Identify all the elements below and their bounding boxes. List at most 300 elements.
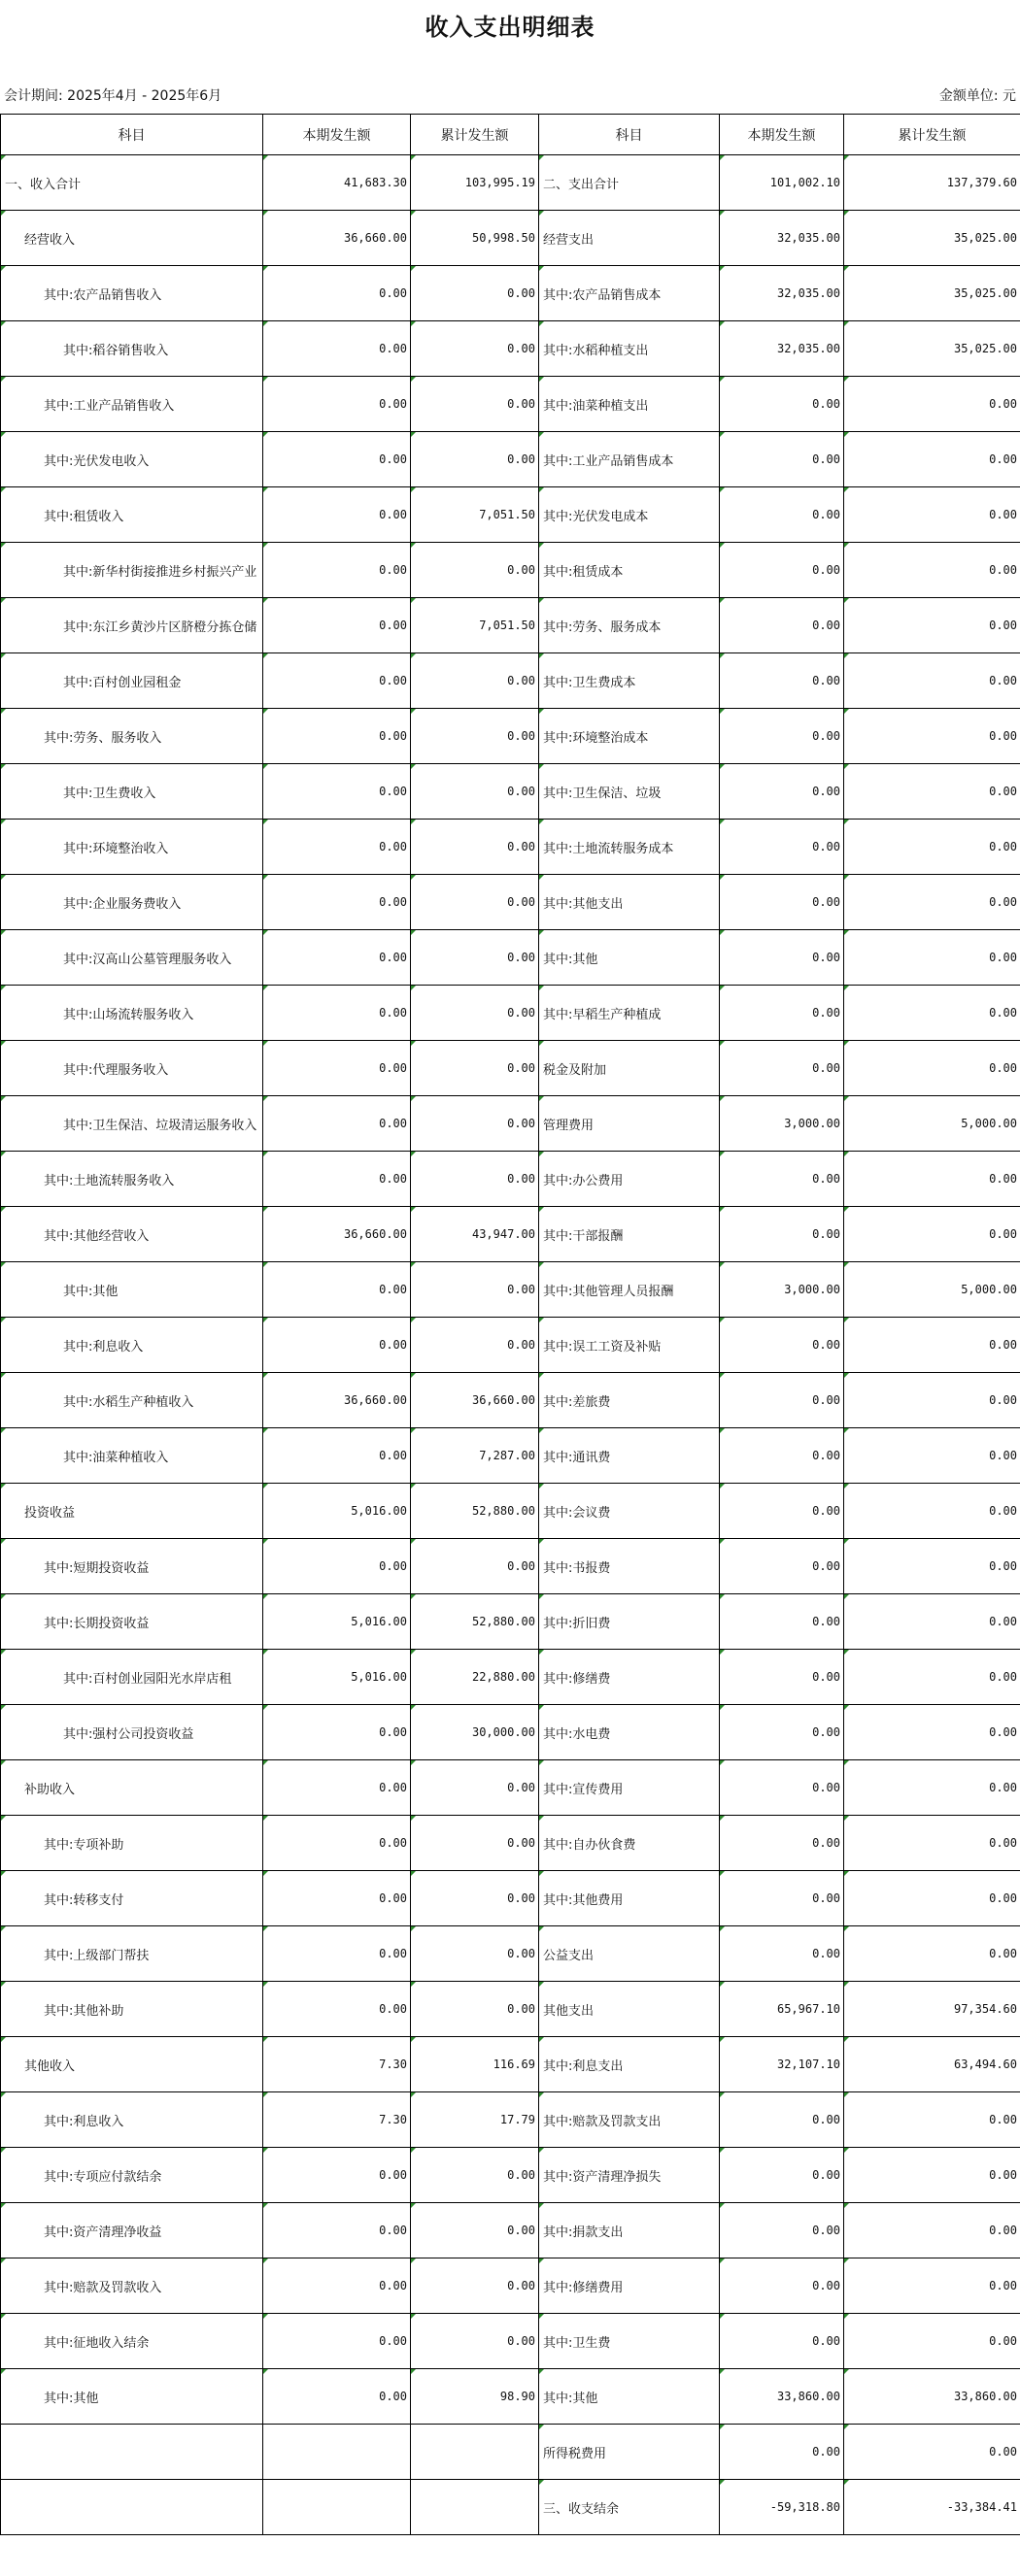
left-current-amount-cell: 41,683.30: [263, 155, 411, 211]
left-current-amount-cell: 0.00: [263, 820, 411, 875]
right-cumulative-amount-cell: 0.00: [844, 986, 1020, 1041]
table-row: [1, 2258, 1020, 2314]
right-cumulative-amount-cell: 0.00: [844, 1484, 1020, 1539]
left-subject-cell: 其中:强村公司投资收益: [1, 1705, 263, 1760]
right-cumulative-amount-cell: 0.00: [844, 543, 1020, 598]
right-current-amount-cell: 0.00: [720, 820, 844, 875]
table-row: [1, 2148, 1020, 2203]
right-cumulative-amount-cell: 0.00: [844, 653, 1020, 709]
table-row: [1, 2480, 1020, 2535]
left-cumulative-amount-cell: 22,880.00: [411, 1650, 539, 1705]
left-subject-cell: [1, 2480, 263, 2535]
right-current-amount-cell: 0.00: [720, 1428, 844, 1484]
right-current-amount-cell: 0.00: [720, 598, 844, 653]
right-subject-cell: 其中:差旅费: [539, 1373, 720, 1428]
right-subject-cell: 其中:资产清理净损失: [539, 2148, 720, 2203]
left-cumulative-amount-cell: 98.90: [411, 2369, 539, 2425]
left-subject-cell: 其中:卫生保洁、垃圾清运服务收入: [1, 1096, 263, 1152]
left-cumulative-amount-cell: 0.00: [411, 2258, 539, 2314]
right-subject-cell: 其中:其他支出: [539, 875, 720, 930]
right-cumulative-amount-cell: 0.00: [844, 2148, 1020, 2203]
left-subject-cell: 投资收益: [1, 1484, 263, 1539]
right-subject-cell: 其中:干部报酬: [539, 1207, 720, 1262]
table-row: [1, 2369, 1020, 2425]
table-row: [1, 1096, 1020, 1152]
right-cumulative-amount-cell: 0.00: [844, 2258, 1020, 2314]
right-current-amount-cell: 0.00: [720, 1594, 844, 1650]
right-current-amount-cell: 0.00: [720, 432, 844, 487]
left-current-amount-cell: 0.00: [263, 1096, 411, 1152]
table-row: [1, 764, 1020, 820]
right-current-amount-cell: 0.00: [720, 2258, 844, 2314]
left-current-amount-cell: 0.00: [263, 1816, 411, 1871]
table-row: [1, 487, 1020, 543]
table-row: [1, 2314, 1020, 2369]
right-subject-cell: 其中:卫生费: [539, 2314, 720, 2369]
right-cumulative-amount-cell: 0.00: [844, 1373, 1020, 1428]
left-cumulative-amount-cell: 0.00: [411, 321, 539, 377]
table-row: [1, 1705, 1020, 1760]
left-subject-cell: 其中:短期投资收益: [1, 1539, 263, 1594]
left-current-amount-cell: 0.00: [263, 653, 411, 709]
right-subject-cell: 其中:油菜种植支出: [539, 377, 720, 432]
right-cumulative-amount-cell: 0.00: [844, 1152, 1020, 1207]
right-current-amount-cell: 0.00: [720, 2148, 844, 2203]
left-cumulative-amount-cell: 0.00: [411, 653, 539, 709]
left-cumulative-amount-cell: 36,660.00: [411, 1373, 539, 1428]
table-row: [1, 1594, 1020, 1650]
left-cumulative-amount-cell: 0.00: [411, 2314, 539, 2369]
table-row: [1, 1484, 1020, 1539]
table-row: [1, 377, 1020, 432]
header-right-cumulative: 累计发生额: [844, 115, 1020, 155]
income-expense-table: [0, 114, 1020, 2535]
right-current-amount-cell: 32,035.00: [720, 321, 844, 377]
right-cumulative-amount-cell: 0.00: [844, 1539, 1020, 1594]
left-cumulative-amount-cell: 0.00: [411, 1539, 539, 1594]
right-cumulative-amount-cell: 0.00: [844, 875, 1020, 930]
right-current-amount-cell: 0.00: [720, 1871, 844, 1926]
table-row: [1, 2425, 1020, 2480]
right-current-amount-cell: 0.00: [720, 764, 844, 820]
left-current-amount-cell: 0.00: [263, 266, 411, 321]
left-subject-cell: 其中:上级部门帮扶: [1, 1926, 263, 1982]
right-subject-cell: 其中:水稻种植支出: [539, 321, 720, 377]
left-subject-cell: 其中:专项应付款结余: [1, 2148, 263, 2203]
left-cumulative-amount-cell: 0.00: [411, 764, 539, 820]
left-cumulative-amount-cell: 0.00: [411, 1760, 539, 1816]
left-subject-cell: 其中:代理服务收入: [1, 1041, 263, 1096]
left-cumulative-amount-cell: 0.00: [411, 266, 539, 321]
right-subject-cell: 其中:劳务、服务成本: [539, 598, 720, 653]
right-cumulative-amount-cell: 35,025.00: [844, 211, 1020, 266]
left-cumulative-amount-cell: 50,998.50: [411, 211, 539, 266]
left-cumulative-amount-cell: [411, 2480, 539, 2535]
right-cumulative-amount-cell: 137,379.60: [844, 155, 1020, 211]
header-left-cumulative: 累计发生额: [411, 115, 539, 155]
left-current-amount-cell: 0.00: [263, 1318, 411, 1373]
left-current-amount-cell: 5,016.00: [263, 1484, 411, 1539]
right-cumulative-amount-cell: 0.00: [844, 1428, 1020, 1484]
right-current-amount-cell: 0.00: [720, 2092, 844, 2148]
table-row: [1, 1926, 1020, 1982]
left-current-amount-cell: 0.00: [263, 377, 411, 432]
left-cumulative-amount-cell: 0.00: [411, 1041, 539, 1096]
table-row: [1, 1871, 1020, 1926]
right-cumulative-amount-cell: 97,354.60: [844, 1982, 1020, 2037]
right-cumulative-amount-cell: 0.00: [844, 1318, 1020, 1373]
left-cumulative-amount-cell: 17.79: [411, 2092, 539, 2148]
table-row: [1, 321, 1020, 377]
left-subject-cell: 其他收入: [1, 2037, 263, 2092]
right-current-amount-cell: 0.00: [720, 986, 844, 1041]
left-cumulative-amount-cell: 43,947.00: [411, 1207, 539, 1262]
right-current-amount-cell: 0.00: [720, 1484, 844, 1539]
table-row: [1, 709, 1020, 764]
left-subject-cell: 其中:利息收入: [1, 2092, 263, 2148]
left-current-amount-cell: 0.00: [263, 432, 411, 487]
currency-unit: 金额单位: 元: [938, 88, 1016, 104]
right-current-amount-cell: 101,002.10: [720, 155, 844, 211]
right-subject-cell: 其中:水电费: [539, 1705, 720, 1760]
left-cumulative-amount-cell: 0.00: [411, 377, 539, 432]
table-row: [1, 986, 1020, 1041]
right-subject-cell: 其中:会议费: [539, 1484, 720, 1539]
right-cumulative-amount-cell: 0.00: [844, 1650, 1020, 1705]
right-subject-cell: 税金及附加: [539, 1041, 720, 1096]
right-cumulative-amount-cell: 0.00: [844, 764, 1020, 820]
left-subject-cell: 其中:东江乡黄沙片区脐橙分拣仓储: [1, 598, 263, 653]
left-current-amount-cell: 0.00: [263, 1262, 411, 1318]
right-current-amount-cell: 0.00: [720, 543, 844, 598]
table-row: [1, 432, 1020, 487]
right-subject-cell: 经营支出: [539, 211, 720, 266]
left-cumulative-amount-cell: 0.00: [411, 709, 539, 764]
left-subject-cell: 其中:水稻生产种植收入: [1, 1373, 263, 1428]
left-subject-cell: 其中:百村创业园阳光水岸店租: [1, 1650, 263, 1705]
header-left-subject: 科目: [1, 115, 263, 155]
table-row: [1, 1539, 1020, 1594]
right-cumulative-amount-cell: 0.00: [844, 487, 1020, 543]
right-subject-cell: 其中:卫生保洁、垃圾: [539, 764, 720, 820]
right-subject-cell: 其中:卫生费成本: [539, 653, 720, 709]
right-cumulative-amount-cell: 63,494.60: [844, 2037, 1020, 2092]
right-cumulative-amount-cell: -33,384.41: [844, 2480, 1020, 2535]
left-cumulative-amount-cell: 0.00: [411, 986, 539, 1041]
left-cumulative-amount-cell: 0.00: [411, 1871, 539, 1926]
table-row: [1, 155, 1020, 211]
right-current-amount-cell: 0.00: [720, 1318, 844, 1373]
right-subject-cell: 其中:土地流转服务成本: [539, 820, 720, 875]
right-subject-cell: 其他支出: [539, 1982, 720, 2037]
table-row: [1, 1816, 1020, 1871]
left-subject-cell: 其中:百村创业园租金: [1, 653, 263, 709]
header-left-current: 本期发生额: [263, 115, 411, 155]
left-current-amount-cell: 36,660.00: [263, 211, 411, 266]
right-current-amount-cell: 0.00: [720, 930, 844, 986]
right-current-amount-cell: 0.00: [720, 1041, 844, 1096]
left-current-amount-cell: 0.00: [263, 321, 411, 377]
left-cumulative-amount-cell: 7,287.00: [411, 1428, 539, 1484]
table-row: [1, 1262, 1020, 1318]
right-cumulative-amount-cell: 0.00: [844, 930, 1020, 986]
right-subject-cell: 其中:早稻生产种植成: [539, 986, 720, 1041]
table-row: [1, 2037, 1020, 2092]
right-current-amount-cell: 0.00: [720, 1152, 844, 1207]
left-current-amount-cell: 5,016.00: [263, 1594, 411, 1650]
left-cumulative-amount-cell: 0.00: [411, 930, 539, 986]
left-subject-cell: 其中:其他: [1, 1262, 263, 1318]
table-row: [1, 2092, 1020, 2148]
left-current-amount-cell: 0.00: [263, 1926, 411, 1982]
left-current-amount-cell: 0.00: [263, 2314, 411, 2369]
right-cumulative-amount-cell: 0.00: [844, 432, 1020, 487]
left-current-amount-cell: 7.30: [263, 2092, 411, 2148]
left-cumulative-amount-cell: 0.00: [411, 820, 539, 875]
table-row: [1, 875, 1020, 930]
accounting-period: 会计期间: 2025年4月 - 2025年6月: [4, 88, 222, 104]
left-current-amount-cell: 0.00: [263, 986, 411, 1041]
left-subject-cell: 其中:其他补助: [1, 1982, 263, 2037]
right-subject-cell: 其中:光伏发电成本: [539, 487, 720, 543]
left-subject-cell: 其中:征地收入结余: [1, 2314, 263, 2369]
left-cumulative-amount-cell: 103,995.19: [411, 155, 539, 211]
left-current-amount-cell: 0.00: [263, 2369, 411, 2425]
right-cumulative-amount-cell: 0.00: [844, 598, 1020, 653]
left-subject-cell: 其中:利息收入: [1, 1318, 263, 1373]
right-current-amount-cell: 0.00: [720, 1705, 844, 1760]
left-subject-cell: 补助收入: [1, 1760, 263, 1816]
left-subject-cell: [1, 2425, 263, 2480]
right-subject-cell: 其中:书报费: [539, 1539, 720, 1594]
left-cumulative-amount-cell: 7,051.50: [411, 598, 539, 653]
left-cumulative-amount-cell: 0.00: [411, 875, 539, 930]
right-current-amount-cell: 0.00: [720, 875, 844, 930]
left-cumulative-amount-cell: [411, 2425, 539, 2480]
left-cumulative-amount-cell: 52,880.00: [411, 1484, 539, 1539]
left-subject-cell: 一、收入合计: [1, 155, 263, 211]
left-subject-cell: 其中:土地流转服务收入: [1, 1152, 263, 1207]
left-current-amount-cell: 0.00: [263, 1428, 411, 1484]
right-cumulative-amount-cell: 33,860.00: [844, 2369, 1020, 2425]
right-current-amount-cell: 0.00: [720, 709, 844, 764]
right-current-amount-cell: 32,107.10: [720, 2037, 844, 2092]
left-subject-cell: 其中:卫生费收入: [1, 764, 263, 820]
left-cumulative-amount-cell: 52,880.00: [411, 1594, 539, 1650]
table-row: [1, 820, 1020, 875]
left-current-amount-cell: 36,660.00: [263, 1207, 411, 1262]
right-subject-cell: 其中:折旧费: [539, 1594, 720, 1650]
left-current-amount-cell: 0.00: [263, 2258, 411, 2314]
left-current-amount-cell: 0.00: [263, 543, 411, 598]
left-cumulative-amount-cell: 0.00: [411, 2203, 539, 2258]
left-current-amount-cell: 0.00: [263, 1871, 411, 1926]
right-cumulative-amount-cell: 0.00: [844, 1816, 1020, 1871]
left-current-amount-cell: 7.30: [263, 2037, 411, 2092]
left-current-amount-cell: 0.00: [263, 1152, 411, 1207]
left-cumulative-amount-cell: 0.00: [411, 1982, 539, 2037]
right-cumulative-amount-cell: 0.00: [844, 1041, 1020, 1096]
left-subject-cell: 其中:环境整治收入: [1, 820, 263, 875]
right-current-amount-cell: 3,000.00: [720, 1096, 844, 1152]
right-current-amount-cell: 0.00: [720, 1816, 844, 1871]
left-cumulative-amount-cell: 0.00: [411, 2148, 539, 2203]
left-cumulative-amount-cell: 0.00: [411, 1096, 539, 1152]
right-subject-cell: 其中:自办伙食费: [539, 1816, 720, 1871]
left-subject-cell: 其中:租赁收入: [1, 487, 263, 543]
right-current-amount-cell: 32,035.00: [720, 211, 844, 266]
table-row: [1, 211, 1020, 266]
left-current-amount-cell: 0.00: [263, 709, 411, 764]
right-current-amount-cell: 0.00: [720, 2203, 844, 2258]
right-current-amount-cell: 3,000.00: [720, 1262, 844, 1318]
right-current-amount-cell: 0.00: [720, 2314, 844, 2369]
table-row: [1, 1318, 1020, 1373]
left-cumulative-amount-cell: 0.00: [411, 1816, 539, 1871]
header-right-subject: 科目: [539, 115, 720, 155]
right-cumulative-amount-cell: 0.00: [844, 1926, 1020, 1982]
right-cumulative-amount-cell: 0.00: [844, 1705, 1020, 1760]
right-subject-cell: 其中:通讯费: [539, 1428, 720, 1484]
right-current-amount-cell: 0.00: [720, 653, 844, 709]
right-current-amount-cell: 0.00: [720, 2425, 844, 2480]
left-current-amount-cell: 0.00: [263, 1539, 411, 1594]
left-cumulative-amount-cell: 0.00: [411, 1152, 539, 1207]
right-subject-cell: 其中:工业产品销售成本: [539, 432, 720, 487]
right-subject-cell: 其中:其他管理人员报酬: [539, 1262, 720, 1318]
left-current-amount-cell: [263, 2480, 411, 2535]
right-cumulative-amount-cell: 0.00: [844, 377, 1020, 432]
left-subject-cell: 其中:稻谷销售收入: [1, 321, 263, 377]
left-subject-cell: 其中:其他经营收入: [1, 1207, 263, 1262]
right-current-amount-cell: 0.00: [720, 1207, 844, 1262]
right-subject-cell: 其中:其他: [539, 930, 720, 986]
left-subject-cell: 其中:长期投资收益: [1, 1594, 263, 1650]
right-subject-cell: 公益支出: [539, 1926, 720, 1982]
left-subject-cell: 其中:农产品销售收入: [1, 266, 263, 321]
right-current-amount-cell: 0.00: [720, 377, 844, 432]
left-subject-cell: 其中:山场流转服务收入: [1, 986, 263, 1041]
left-current-amount-cell: 0.00: [263, 487, 411, 543]
right-current-amount-cell: 0.00: [720, 487, 844, 543]
right-subject-cell: 其中:农产品销售成本: [539, 266, 720, 321]
left-subject-cell: 经营收入: [1, 211, 263, 266]
right-current-amount-cell: 0.00: [720, 1373, 844, 1428]
left-cumulative-amount-cell: 0.00: [411, 1318, 539, 1373]
left-subject-cell: 其中:资产清理净收益: [1, 2203, 263, 2258]
left-subject-cell: 其中:专项补助: [1, 1816, 263, 1871]
table-row: [1, 2203, 1020, 2258]
table-row: [1, 1428, 1020, 1484]
left-current-amount-cell: 0.00: [263, 2148, 411, 2203]
table-row: [1, 266, 1020, 321]
left-subject-cell: 其中:企业服务费收入: [1, 875, 263, 930]
right-subject-cell: 其中:办公费用: [539, 1152, 720, 1207]
right-subject-cell: 其中:赔款及罚款支出: [539, 2092, 720, 2148]
right-subject-cell: 其中:宣传费用: [539, 1760, 720, 1816]
right-subject-cell: 其中:修缮费: [539, 1650, 720, 1705]
table-row: [1, 1373, 1020, 1428]
left-current-amount-cell: 0.00: [263, 2203, 411, 2258]
left-current-amount-cell: 0.00: [263, 764, 411, 820]
right-cumulative-amount-cell: 0.00: [844, 2203, 1020, 2258]
right-current-amount-cell: 32,035.00: [720, 266, 844, 321]
right-cumulative-amount-cell: 0.00: [844, 709, 1020, 764]
right-subject-cell: 其中:其他: [539, 2369, 720, 2425]
table-row: [1, 1650, 1020, 1705]
right-cumulative-amount-cell: 5,000.00: [844, 1262, 1020, 1318]
right-cumulative-amount-cell: 0.00: [844, 1207, 1020, 1262]
table-header-row: [1, 115, 1020, 155]
left-subject-cell: 其中:汉高山公墓管理服务收入: [1, 930, 263, 986]
right-subject-cell: 其中:利息支出: [539, 2037, 720, 2092]
right-current-amount-cell: 0.00: [720, 1650, 844, 1705]
left-subject-cell: 其中:转移支付: [1, 1871, 263, 1926]
left-subject-cell: 其中:工业产品销售收入: [1, 377, 263, 432]
left-subject-cell: 其中:光伏发电收入: [1, 432, 263, 487]
right-cumulative-amount-cell: 0.00: [844, 2092, 1020, 2148]
left-subject-cell: 其中:其他: [1, 2369, 263, 2425]
right-cumulative-amount-cell: 0.00: [844, 2314, 1020, 2369]
right-current-amount-cell: 0.00: [720, 1926, 844, 1982]
table-row: [1, 653, 1020, 709]
right-cumulative-amount-cell: 5,000.00: [844, 1096, 1020, 1152]
right-subject-cell: 三、收支结余: [539, 2480, 720, 2535]
right-current-amount-cell: 33,860.00: [720, 2369, 844, 2425]
left-current-amount-cell: 0.00: [263, 1705, 411, 1760]
left-subject-cell: 其中:新华村街接推进乡村振兴产业: [1, 543, 263, 598]
right-cumulative-amount-cell: 0.00: [844, 1760, 1020, 1816]
left-current-amount-cell: 0.00: [263, 875, 411, 930]
left-cumulative-amount-cell: 30,000.00: [411, 1705, 539, 1760]
left-subject-cell: 其中:赔款及罚款收入: [1, 2258, 263, 2314]
left-current-amount-cell: 0.00: [263, 1982, 411, 2037]
right-cumulative-amount-cell: 0.00: [844, 1871, 1020, 1926]
report-title: 收入支出明细表: [425, 14, 595, 41]
left-current-amount-cell: 36,660.00: [263, 1373, 411, 1428]
table-row: [1, 598, 1020, 653]
right-cumulative-amount-cell: 0.00: [844, 1594, 1020, 1650]
right-subject-cell: 管理费用: [539, 1096, 720, 1152]
right-subject-cell: 其中:修缮费用: [539, 2258, 720, 2314]
table-row: [1, 1207, 1020, 1262]
right-subject-cell: 其中:环境整治成本: [539, 709, 720, 764]
table-row: [1, 1982, 1020, 2037]
right-current-amount-cell: -59,318.80: [720, 2480, 844, 2535]
left-current-amount-cell: 0.00: [263, 598, 411, 653]
left-cumulative-amount-cell: 116.69: [411, 2037, 539, 2092]
right-current-amount-cell: 0.00: [720, 1760, 844, 1816]
left-subject-cell: 其中:劳务、服务收入: [1, 709, 263, 764]
left-current-amount-cell: 5,016.00: [263, 1650, 411, 1705]
right-subject-cell: 所得税费用: [539, 2425, 720, 2480]
left-current-amount-cell: 0.00: [263, 1760, 411, 1816]
table-row: [1, 930, 1020, 986]
left-cumulative-amount-cell: 0.00: [411, 1926, 539, 1982]
left-cumulative-amount-cell: 0.00: [411, 1262, 539, 1318]
left-cumulative-amount-cell: 0.00: [411, 543, 539, 598]
table-row: [1, 543, 1020, 598]
header-right-current: 本期发生额: [720, 115, 844, 155]
right-subject-cell: 其中:捐款支出: [539, 2203, 720, 2258]
right-subject-cell: 其中:其他费用: [539, 1871, 720, 1926]
right-current-amount-cell: 65,967.10: [720, 1982, 844, 2037]
right-subject-cell: 其中:租赁成本: [539, 543, 720, 598]
right-cumulative-amount-cell: 35,025.00: [844, 266, 1020, 321]
right-subject-cell: 其中:误工工资及补贴: [539, 1318, 720, 1373]
right-current-amount-cell: 0.00: [720, 1539, 844, 1594]
table-row: [1, 1152, 1020, 1207]
